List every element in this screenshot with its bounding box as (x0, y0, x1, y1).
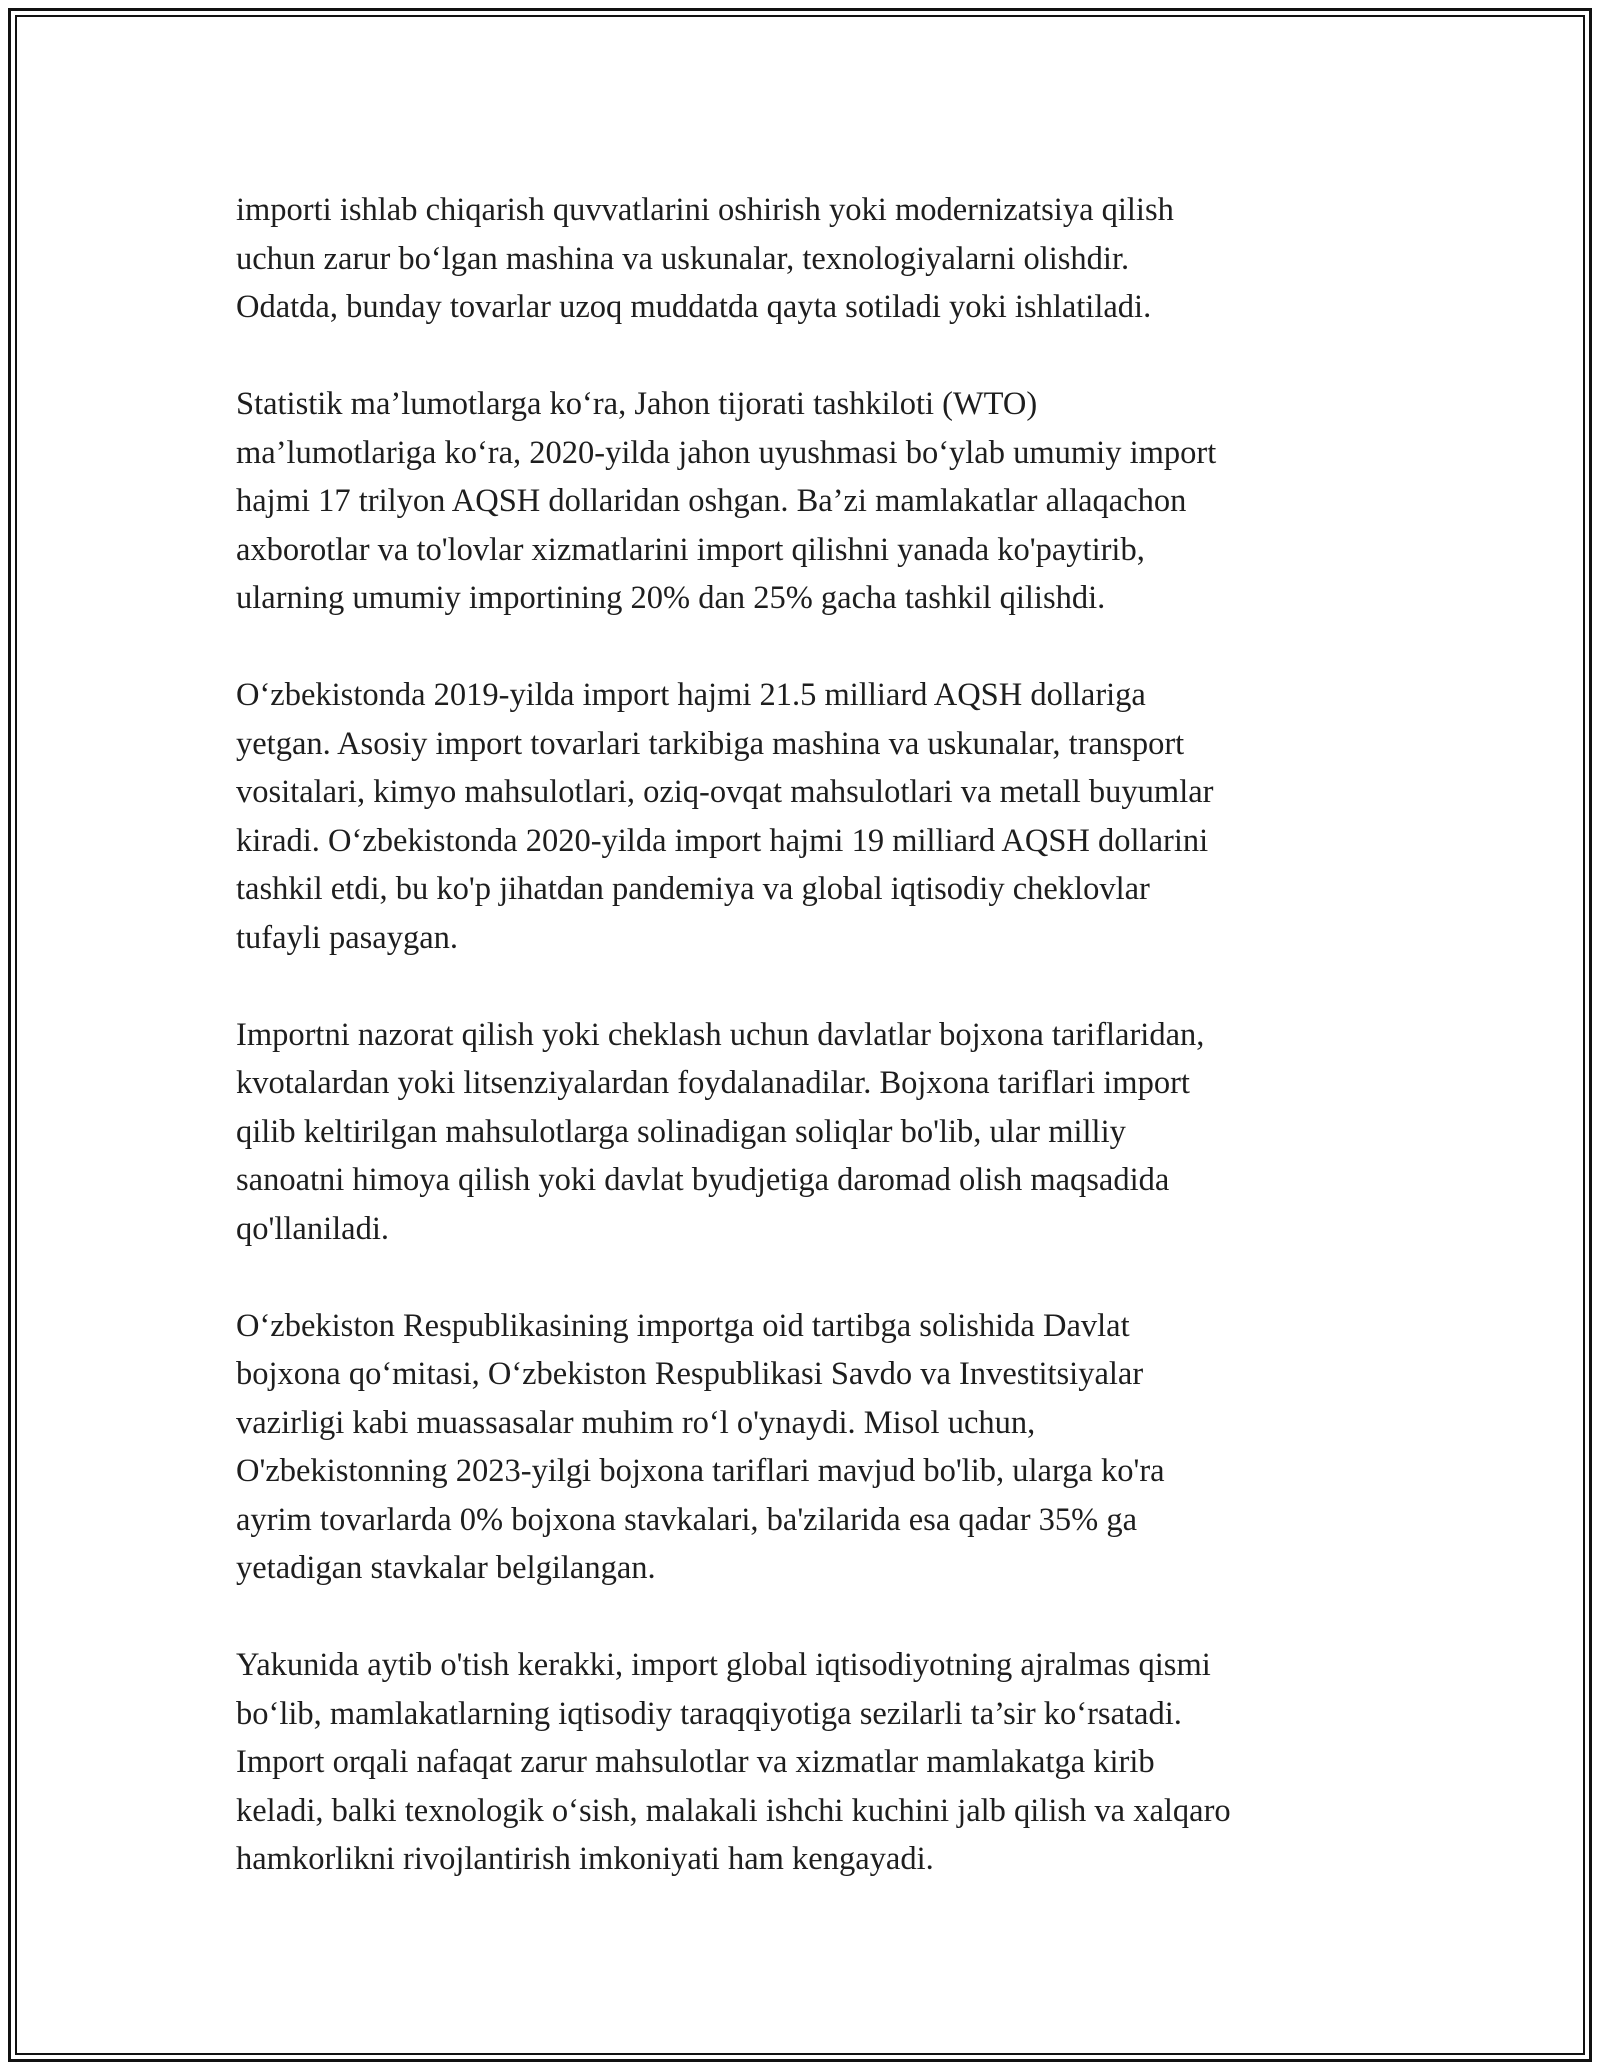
text-line: vazirligi kabi muassasalar muhim ro‘l o'ynaydi. Misol uchun, (236, 1404, 1036, 1441)
text-line: Import orqali nafaqat zarur mahsulotlar va xizmatlar mamlakatga kirib (236, 1744, 1155, 1780)
text-line: tashkil etdi, bu ko'p jihatdan pandemiya va global iqtisodiy cheklovlar (236, 871, 1150, 907)
text-line: sanoatni himoya qilish yoki davlat byudjetiga daromad olish maqsadida (236, 1162, 1170, 1198)
text-line: Yakunida aytib o'tish kerakki, import global iqtisodiyotning ajralmas qismi (236, 1647, 1211, 1683)
text-line: importi ishlab chiqarish quvvatlarini oshirish yoki modernizatsiya qilish (236, 192, 1174, 228)
text-line: uchun zarur bo‘lgan mashina va uskunalar, texnologiyalarni olishdir. (236, 240, 1130, 277)
text-line: hajmi 17 trilyon AQSH dollaridan oshgan. Ba’zi mamlakatlar allaqachon (236, 483, 1187, 519)
text-line: kvotalardan yoki litsenziyalardan foydalanadilar. Bojxona tariflari import (236, 1065, 1190, 1101)
text-line: ma’lumotlariga ko‘ra, 2020-yilda jahon uyushmasi bo‘ylab umumiy import (236, 434, 1217, 471)
paragraph-import-control (236, 1011, 1386, 1254)
text-line: tufayli pasaygan. (236, 919, 459, 956)
text-line: O'zbekistonning 2023-yilgi bojxona tariflari mavjud bo'lib, ularga ko'ra (236, 1453, 1165, 1489)
paragraph-world-statistics (236, 380, 1386, 623)
paragraph-import-definition (236, 186, 1386, 332)
text-line: Statistik ma’lumotlarga ko‘ra, Jahon tijorati tashkiloti (WTO) (236, 386, 1038, 422)
text-line: bo‘lib, mamlakatlarning iqtisodiy taraqqiyotiga sezilarli ta’sir ko‘rsatadi. (236, 1695, 1182, 1732)
document-body (236, 186, 1386, 1932)
text-line: hamkorlikni rivojlantirish imkoniyati ham kengayadi. (236, 1841, 934, 1877)
text-line: kiradi. O‘zbekistonda 2020-yilda import hajmi 19 milliard AQSH dollarini (236, 822, 1209, 859)
text-line: Importni nazorat qilish yoki cheklash uchun davlatlar bojxona tariflaridan, (236, 1016, 1205, 1053)
text-line: yetgan. Asosiy import tovarlari tarkibiga mashina va uskunalar, transport (236, 725, 1185, 762)
text-line: qilib keltirilgan mahsulotlarga solinadigan soliqlar bo'lib, ular milliy (236, 1113, 1126, 1150)
text-line: ayrim tovarlarda 0% bojxona stavkalari, ba'zilarida esa qadar 35% ga (236, 1501, 1138, 1538)
text-line: yetadigan stavkalar belgilangan. (236, 1550, 656, 1586)
text-line: qo'llaniladi. (236, 1210, 389, 1247)
text-line: O‘zbekistonda 2019-yilda import hajmi 21.5 milliard AQSH dollariga (236, 677, 1146, 713)
text-line: axborotlar va to'lovlar xizmatlarini import qilishni yanada ko'paytirib, (236, 531, 1145, 568)
text-line: bojxona qo‘mitasi, O‘zbekiston Respublikasi Savdo va Investitsiyalar (236, 1356, 1144, 1392)
text-line: Odatda, bunday tovarlar uzoq muddatda qayta sotiladi yoki ishlatiladi. (236, 289, 1152, 325)
paragraph-uzbekistan-import-volume (236, 671, 1386, 962)
text-line: keladi, balki texnologik o‘sish, malakali ishchi kuchini jalb qilish va xalqaro (236, 1792, 1231, 1829)
text-line: O‘zbekiston Respublikasining importga oid tartibga solishida Davlat (236, 1307, 1130, 1344)
text-line: ularning umumiy importining 20% dan 25% gacha tashkil qilishdi. (236, 580, 1106, 616)
paragraph-uzbekistan-regulation (236, 1302, 1386, 1593)
paragraph-conclusion (236, 1641, 1386, 1884)
text-line: vositalari, kimyo mahsulotlari, oziq-ovqat mahsulotlari va metall buyumlar (236, 774, 1214, 810)
